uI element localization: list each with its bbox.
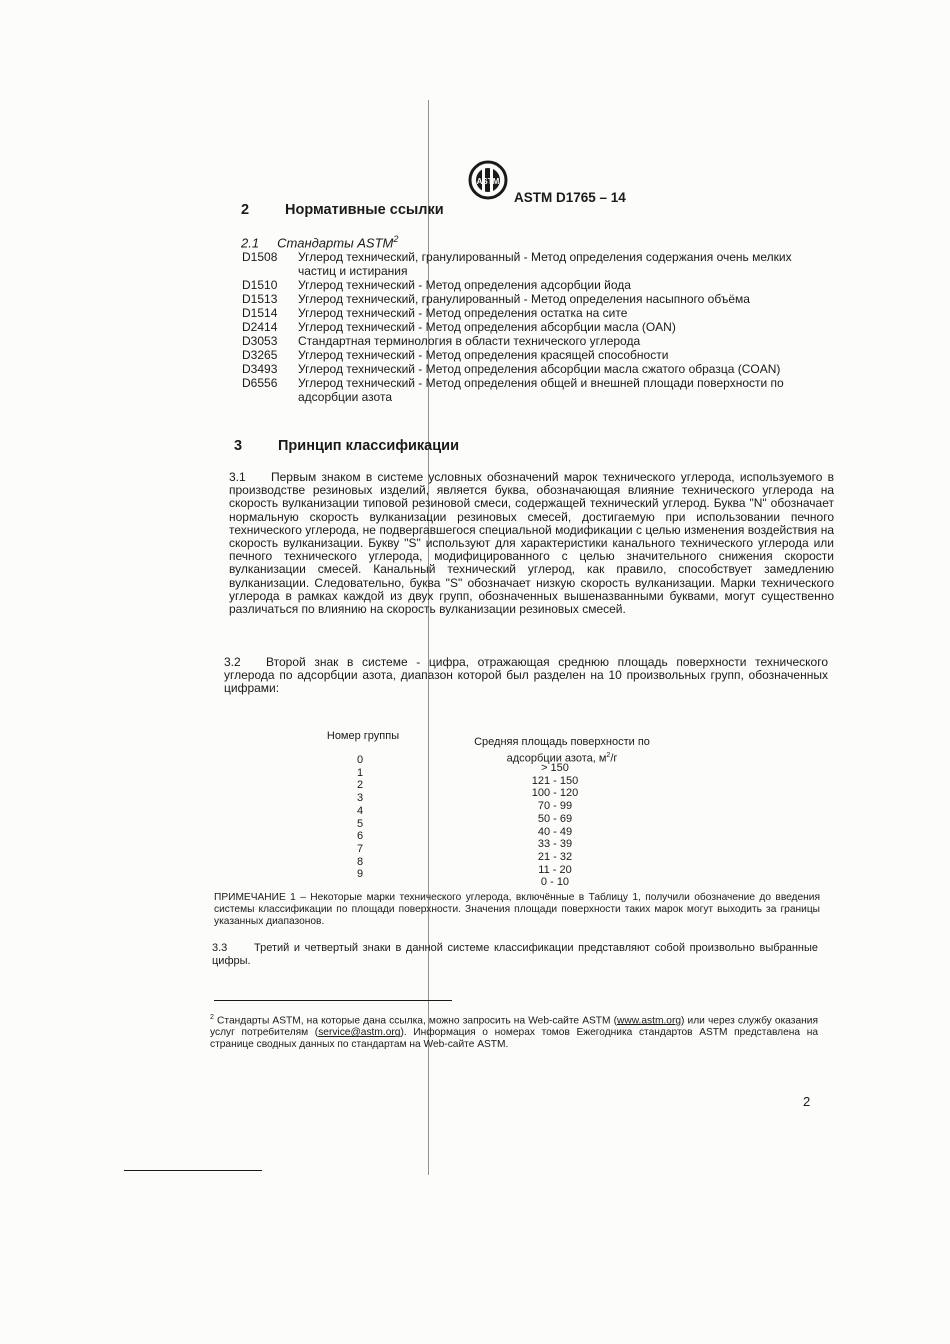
reference-code: D2414 bbox=[242, 320, 278, 334]
svg-text:ASTM: ASTM bbox=[476, 177, 500, 186]
astm-website-link[interactable]: www.astm.org bbox=[617, 1015, 682, 1027]
reference-item bbox=[242, 306, 822, 320]
reference-item bbox=[242, 334, 822, 348]
table-cell-range: 100 - 120 bbox=[531, 787, 579, 800]
section-3-heading bbox=[234, 438, 459, 454]
reference-item bbox=[242, 278, 822, 292]
table-cell-group: 1 bbox=[356, 766, 364, 779]
section-number: 3 bbox=[234, 438, 243, 454]
footnote-divider bbox=[214, 1000, 452, 1001]
subsection-number: 2.1 bbox=[241, 235, 260, 251]
reference-item bbox=[242, 376, 822, 404]
table-cell-range: 21 - 32 bbox=[537, 850, 573, 863]
footnote-ref: 2 bbox=[393, 234, 399, 244]
service-email-link[interactable]: service@astm.org bbox=[318, 1027, 401, 1039]
paragraph-3-2 bbox=[224, 656, 828, 696]
reference-code: D1510 bbox=[242, 278, 278, 292]
page-number: 2 bbox=[803, 1094, 811, 1109]
reference-title: Углерод технический, гранулированный - Метод определения насыпного объёма bbox=[298, 292, 750, 306]
reference-item bbox=[242, 348, 822, 362]
paragraph-number: 3.2 bbox=[224, 655, 241, 669]
reference-title: Углерод технический - Метод определения абсорбции масла (OAN) bbox=[298, 320, 676, 334]
reference-title: Углерод технический - Метод определения остатка на сите bbox=[298, 306, 628, 320]
table-column-ranges bbox=[515, 762, 595, 889]
footnote: $^2$ Стандарты ASTM, на которые дана ссылка, можно запросить на Web-сайте ASTM (www.astm.org) или через службу оказания услуг потребителям (service@astm.org). Информация о номерах томов Ежегодника стандартов ASTM представлена на странице сводных данных по стандартам на Web-сайте ASTM. bbox=[210, 1014, 818, 1051]
reference-code: D6556 bbox=[242, 376, 278, 390]
section-number: 2 bbox=[241, 202, 250, 218]
reference-title: Углерод технический - Метод определения адсорбции йода bbox=[298, 278, 631, 292]
reference-code: D3493 bbox=[242, 362, 278, 376]
table-cell-range: 0 - 10 bbox=[540, 876, 570, 889]
section-title: Принцип классификации bbox=[278, 438, 459, 454]
reference-title: Углерод технический, гранулированный - Метод определения содержания очень мелких частиц и истирания bbox=[298, 250, 792, 278]
paragraph-text: Третий и четвертый знаки в данной системе классификации представляют собой произвольно выбранные цифры. bbox=[212, 942, 818, 967]
reference-title: Стандартная терминология в области технического углерода bbox=[298, 334, 641, 348]
reference-title: Углерод технический - Метод определения красящей способности bbox=[298, 348, 669, 362]
footnote-mark: 2 bbox=[210, 1014, 214, 1021]
reference-item bbox=[242, 320, 822, 334]
table-cell-group: 2 bbox=[356, 779, 364, 792]
table-header-area: Средняя площадь поверхности по адсорбции азота, $м^2/г$ bbox=[474, 736, 650, 765]
table-header-group: Номер группы bbox=[326, 730, 400, 742]
reference-item bbox=[242, 362, 822, 376]
table-cell-group: 8 bbox=[356, 855, 364, 868]
reference-title: Углерод технический - Метод определения общей и внешней площади поверхности по адсорбции азота bbox=[298, 376, 784, 404]
table-cell-group: 7 bbox=[356, 842, 364, 855]
table-cell-range: 40 - 49 bbox=[537, 825, 573, 838]
paragraph-text: Второй знак в системе - цифра, отражающая среднюю площадь поверхности технического углерода по адсорбции азота, диапазон которой был разделен на 10 произвольных групп, обозначенных цифрами: bbox=[224, 655, 828, 696]
table-column-groups bbox=[340, 754, 380, 881]
table-cell-group: 3 bbox=[356, 792, 364, 805]
astm-logo-icon bbox=[468, 160, 508, 200]
reference-code: D1508 bbox=[242, 250, 278, 264]
paragraph-number: 3.3 bbox=[212, 942, 228, 954]
table-cell-group: 9 bbox=[356, 868, 364, 881]
table-cell-range: 33 - 39 bbox=[537, 838, 573, 851]
reference-code: D1514 bbox=[242, 306, 278, 320]
table-cell-range: 70 - 99 bbox=[537, 800, 573, 813]
paragraph-3-1 bbox=[229, 471, 834, 616]
reference-item bbox=[242, 250, 822, 278]
section-title: Нормативные ссылки bbox=[285, 202, 444, 218]
reference-code: D1513 bbox=[242, 292, 278, 306]
bottom-divider bbox=[124, 1170, 262, 1171]
reference-title: Углерод технический - Метод определения абсорбции масла сжатого образца (COAN) bbox=[298, 362, 781, 376]
subsection-title: Стандарты ASTM bbox=[277, 235, 394, 251]
table-cell-group: 6 bbox=[356, 830, 364, 843]
note-1: ПРИМЕЧАНИЕ 1 – Некоторые марки технического углерода, включённые в Таблицу 1, получили обозначение до введения системы классификации по площади поверхности. Значения площади поверхности таких марок могут выходить за границы указанных диапазонов. bbox=[214, 892, 820, 927]
reference-code: D3265 bbox=[242, 348, 278, 362]
table-cell-range: 50 - 69 bbox=[537, 812, 573, 825]
reference-list bbox=[242, 250, 822, 404]
paragraph-number: 3.1 bbox=[229, 470, 246, 484]
table-cell-range: 11 - 20 bbox=[538, 863, 572, 876]
paragraph-text: Первым знаком в системе условных обозначений марок технического углерода, используемого в производстве резиновых изделий, является буква, обозначающая влияние технического углерода на скорость вулканизации типовой резиновой смеси, содержащей технический углерод. Буква "N" обозначает нормальную скорость вулканизации резиновых смесей, достигаемую при использовании печного технического углерода, не подвергавшегося специальной модификации с целью изменения воздействия на скорость вулканизации. Букву "S" используют для характеристики канального технического углерода или печного технического углерода, модифицированного с целью значительного снижения скорости вулканизации смесей. Канальный технический углерод, как правило, способствует замедлению вулканизации. Следовательно, буква "S" обозначает низкую скорость вулканизации. Марки технического углерода в рамках каждой из двух групп, обозначенных вышеназванными буквами, могут существенно различаться по влиянию на скорость вулканизации резиновых смесей. bbox=[229, 470, 834, 617]
paragraph-3-3 bbox=[212, 942, 818, 968]
table-cell-range: 121 - 150 bbox=[531, 774, 579, 787]
table-cell-group: 4 bbox=[356, 804, 364, 817]
doc-code: ASTM D1765 – 14 bbox=[514, 190, 626, 205]
table-cell-group: 5 bbox=[356, 817, 364, 830]
table-header-line2: адсорбции азота, м bbox=[506, 752, 607, 765]
table-cell-group: 0 bbox=[356, 754, 364, 766]
section-2-heading bbox=[241, 202, 444, 218]
reference-item bbox=[242, 292, 822, 306]
table-header-line1: Средняя площадь поверхности по bbox=[474, 736, 650, 748]
reference-code: D3053 bbox=[242, 334, 278, 348]
subsection-2-1-heading bbox=[241, 234, 398, 250]
table-cell-range: > 150 bbox=[541, 762, 569, 774]
